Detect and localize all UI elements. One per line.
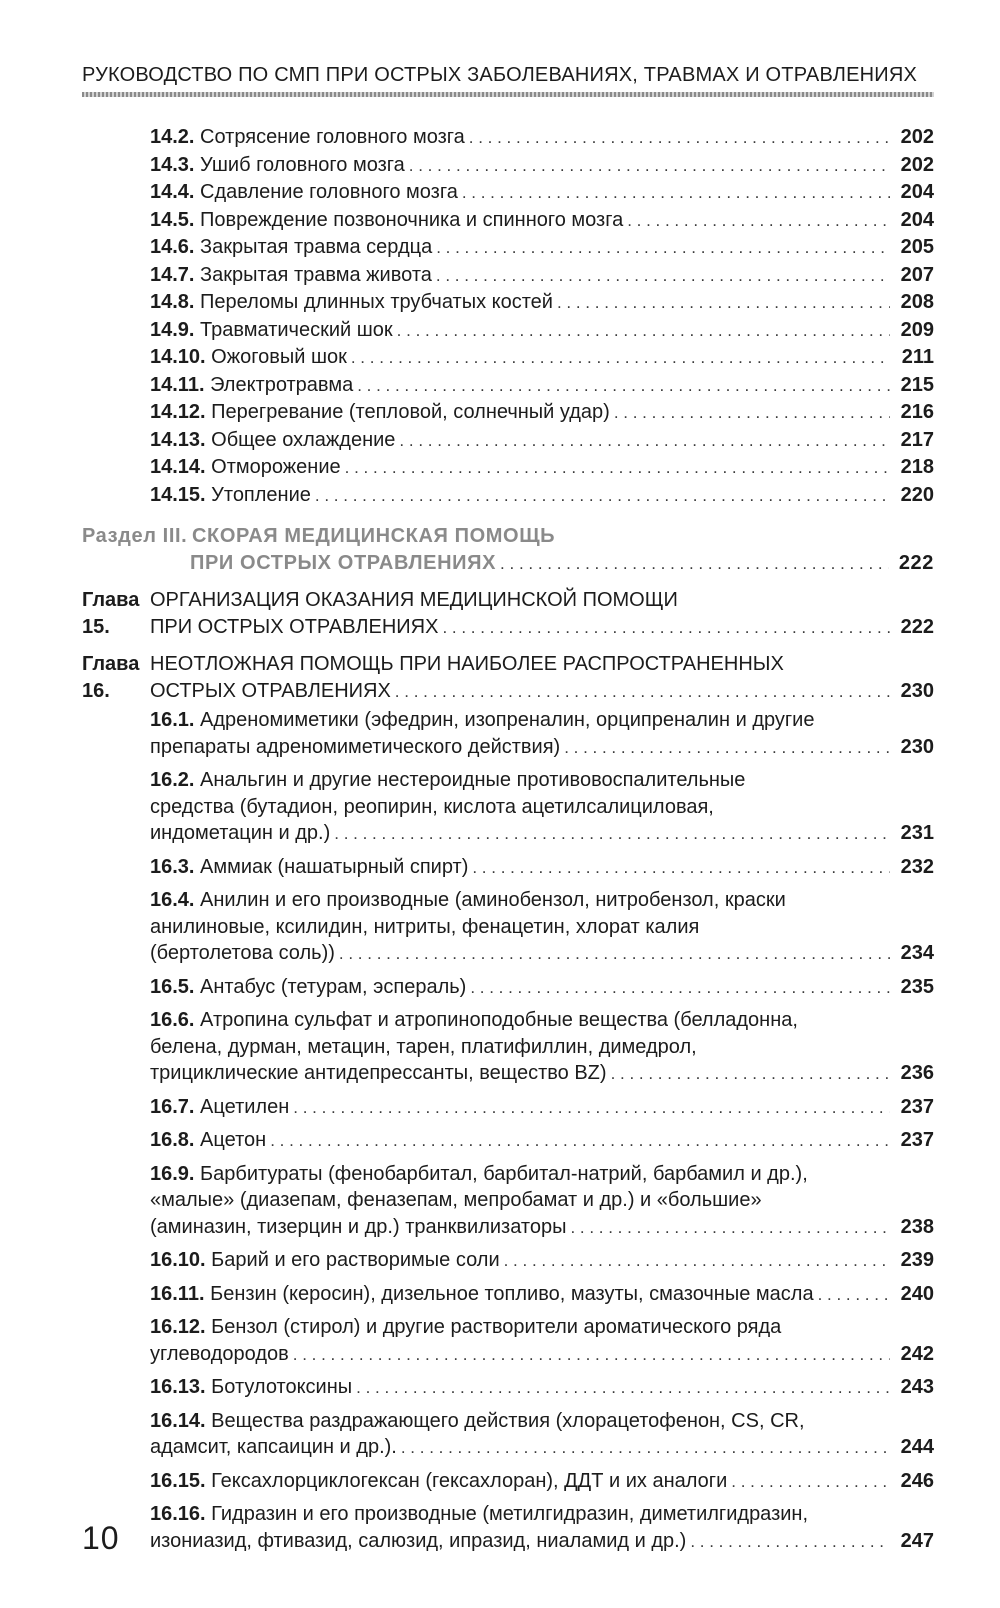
page-number: 10 (82, 1520, 120, 1556)
entry-number: 16.14. (150, 1409, 206, 1432)
page-ref: 218 (900, 456, 934, 478)
chapter-prefix: Глава 16. (82, 653, 140, 702)
page-ref: 209 (900, 318, 934, 341)
toc-entry[interactable] (82, 974, 934, 1002)
page-ref: 238 (900, 1215, 934, 1238)
dot-leader (818, 1282, 890, 1309)
entry-title: Перегревание (тепловой, солнечный удар) (211, 401, 610, 423)
entry-number: 16.8. (150, 1129, 195, 1151)
dot-leader (564, 735, 890, 762)
dot-leader (557, 290, 890, 317)
dot-leader (345, 455, 890, 482)
entry-title: препараты адреномиметического действия) (150, 735, 561, 758)
entry-title: Ботулотоксины (211, 1376, 353, 1398)
entry-title: (бертолетова соль)) (150, 942, 335, 964)
dot-leader (334, 821, 890, 848)
dot-leader (570, 1215, 890, 1242)
entry-title: адамсит, капсаицин и др.). (150, 1436, 397, 1458)
entry-title: средства (бутадион, реопирин, кислота ацетилсалициловая, (150, 795, 714, 818)
dot-leader (293, 1095, 890, 1122)
entry-title: Адреномиметики (эфедрин, изопреналин, орципреналин и другие (200, 709, 815, 731)
page-ref: 234 (900, 942, 934, 964)
entry-title: Ушиб головного мозга (200, 153, 405, 176)
dot-leader (472, 855, 890, 882)
dot-leader (395, 679, 890, 706)
dot-leader (357, 373, 890, 400)
entry-number: 16.3. (150, 855, 195, 878)
dot-leader (504, 1248, 890, 1275)
page-ref: 217 (900, 428, 934, 451)
toc-entry[interactable] (82, 707, 934, 761)
toc-entry[interactable] (82, 372, 934, 400)
chapter-title-line: НЕОТЛОЖНАЯ ПОМОЩЬ ПРИ НАИБОЛЕЕ РАСПРОСТРАНЕННЫХ (150, 653, 784, 675)
toc-section-3[interactable] (82, 523, 934, 577)
entry-title: трициклические антидепрессанты, вещество BZ) (150, 1062, 607, 1084)
entry-title: Закрытая травма живота (200, 263, 432, 286)
dot-leader (436, 235, 890, 262)
entry-number: 14.8. (150, 291, 195, 313)
toc-entry[interactable] (82, 1501, 934, 1555)
toc-entry[interactable] (82, 289, 934, 317)
page-ref: 247 (900, 1529, 934, 1552)
toc-entry[interactable] (82, 344, 934, 372)
toc-entry[interactable] (82, 1468, 934, 1496)
toc-entry[interactable] (82, 1161, 934, 1242)
entry-number: 14.13. (150, 428, 206, 451)
dot-leader (399, 428, 890, 455)
toc-entry[interactable] (82, 1094, 934, 1122)
toc-entry[interactable] (82, 207, 934, 235)
chapter-title-line: ПРИ ОСТРЫХ ОТРАВЛЕНИЯХ (150, 615, 439, 638)
page-ref: 204 (900, 208, 934, 231)
entry-number: 16.15. (150, 1469, 206, 1492)
section-prefix: Раздел III. (82, 525, 188, 547)
dot-leader (470, 975, 890, 1002)
dot-leader (462, 180, 890, 207)
entry-title: Барбитураты (фенобарбитал, барбитал-натрий, барбамил и др.), (200, 1162, 808, 1185)
entry-number: 16.11. (150, 1282, 205, 1305)
header-rule (82, 92, 934, 97)
entry-number: 14.14. (150, 456, 206, 478)
page-ref: 232 (900, 855, 934, 878)
toc-entry[interactable] (82, 427, 934, 455)
page-ref: 231 (900, 822, 934, 844)
dot-leader (397, 318, 890, 345)
toc-entry[interactable] (82, 454, 934, 482)
page-ref: 208 (900, 291, 934, 313)
dot-leader (356, 1375, 890, 1402)
subsection-list-14 (82, 124, 934, 509)
page-ref: 230 (900, 735, 934, 758)
page-ref: 242 (900, 1342, 934, 1365)
toc-entry[interactable] (82, 1408, 934, 1462)
entry-title: Аммиак (нашатырный спирт) (200, 855, 469, 878)
page-ref: 215 (900, 373, 934, 396)
toc-entry[interactable] (82, 767, 934, 848)
dot-leader (436, 263, 890, 290)
entry-title: Отморожение (211, 456, 341, 478)
entry-title: Бензин (керосин), дизельное топливо, мазуты, смазочные масла (210, 1282, 814, 1305)
entry-number: 16.6. (150, 1009, 195, 1031)
page-ref: 237 (900, 1129, 934, 1151)
page-ref: 216 (900, 401, 934, 423)
toc-entry[interactable] (82, 179, 934, 207)
section-title-line: ПРИ ОСТРЫХ ОТРАВЛЕНИЯХ (190, 551, 497, 574)
entry-title: Гексахлорциклогексан (гексахлоран), ДДТ и их аналоги (211, 1469, 728, 1492)
page-ref: 235 (900, 975, 934, 998)
entry-number: 16.16. (150, 1503, 206, 1525)
running-header: РУКОВОДСТВО ПО СМП ПРИ ОСТРЫХ ЗАБОЛЕВАНИЯХ, ТРАВМАХ И ОТРАВЛЕНИЯХ (82, 64, 918, 86)
toc-entry[interactable] (82, 317, 934, 345)
entry-title: Общее охлаждение (211, 428, 396, 451)
page-ref: 244 (900, 1436, 934, 1458)
entry-title: Закрытая травма сердца (200, 236, 433, 258)
entry-number: 16.7. (150, 1095, 195, 1118)
toc-entry[interactable] (82, 152, 934, 180)
entry-number: 14.7. (150, 263, 195, 286)
entry-number: 14.12. (150, 401, 206, 423)
entry-title: углеводородов (150, 1342, 289, 1365)
entry-title: изониазид, фтивазид, салюзид, ипразид, ниаламид и др.) (150, 1529, 687, 1552)
entry-number: 14.9. (150, 318, 195, 341)
toc-entry[interactable] (82, 124, 934, 152)
entry-number: 16.9. (150, 1162, 195, 1185)
entry-number: 14.5. (150, 208, 195, 231)
dot-leader (690, 1529, 890, 1556)
toc-entry[interactable] (82, 1247, 934, 1275)
page-ref: 202 (900, 153, 934, 176)
dot-leader (627, 208, 890, 235)
dot-leader (270, 1128, 890, 1155)
page-ref: 230 (900, 679, 934, 702)
entry-title: Антабус (тетурам, эспераль) (200, 975, 467, 998)
page-ref: 204 (900, 181, 934, 203)
entry-number: 14.4. (150, 181, 195, 203)
dot-leader (351, 345, 890, 372)
dot-leader (315, 483, 890, 510)
section-title-line: СКОРАЯ МЕДИЦИНСКАЯ ПОМОЩЬ (192, 525, 556, 547)
dot-leader (500, 551, 889, 578)
dot-leader (611, 1061, 890, 1088)
entry-title: индометацин и др.) (150, 822, 331, 844)
page-ref: 243 (900, 1376, 934, 1398)
dot-leader (401, 1435, 890, 1462)
entry-number: 14.3. (150, 153, 195, 176)
entry-title: Бензол (стирол) и другие растворители ароматического ряда (211, 1316, 782, 1338)
toc-entry[interactable] (82, 1314, 934, 1368)
entry-title: Переломы длинных трубчатых костей (200, 291, 553, 313)
entry-title: Электротравма (210, 373, 354, 396)
page-ref: 240 (900, 1282, 934, 1305)
toc-entry[interactable] (82, 482, 934, 510)
dot-leader (409, 153, 890, 180)
toc-entry[interactable] (82, 887, 934, 968)
chapter-prefix: Глава 15. (82, 589, 140, 638)
entry-number: 14.10. (150, 346, 206, 368)
toc-entry[interactable] (82, 399, 934, 427)
entry-title: Барий и его растворимые соли (211, 1249, 500, 1271)
page-ref: 239 (900, 1249, 934, 1271)
page-ref: 202 (900, 126, 934, 148)
entry-title: Сотрясение головного мозга (200, 126, 465, 148)
dot-leader (469, 125, 890, 152)
entry-number: 14.15. (150, 483, 206, 506)
table-of-contents (82, 124, 934, 1555)
page-ref: 236 (900, 1062, 934, 1084)
dot-leader (731, 1469, 890, 1496)
subsection-list-16 (82, 707, 934, 1555)
page-ref: 220 (900, 483, 934, 506)
page-ref: 211 (901, 346, 934, 368)
dot-leader (339, 941, 890, 968)
entry-title: Гидразин и его производные (метилгидразин, диметилгидразин, (211, 1503, 809, 1525)
toc-entry[interactable] (82, 1127, 934, 1155)
entry-title: анилиновые, ксилидин, нитриты, фенацетин, хлорат калия (150, 915, 700, 938)
toc-entry[interactable] (82, 1281, 934, 1309)
toc-entry[interactable] (82, 262, 934, 290)
entry-number: 14.11. (150, 373, 205, 396)
entry-title: Атропина сульфат и атропиноподобные вещества (белладонна, (200, 1009, 798, 1031)
dot-leader (614, 400, 890, 427)
entry-title: Ожоговый шок (211, 346, 347, 368)
page-ref: 205 (900, 236, 934, 258)
entry-number: 16.10. (150, 1249, 206, 1271)
entry-title: «малые» (диазепам, феназепам, мепробамат и др.) и «большие» (150, 1189, 762, 1211)
entry-title: Анилин и его производные (аминобензол, нитробензол, краски (200, 889, 786, 911)
page-ref: 222 (900, 615, 934, 638)
toc-entry[interactable] (82, 1007, 934, 1088)
chapter-title-line: ОСТРЫХ ОТРАВЛЕНИЯХ (150, 679, 391, 702)
toc-entry[interactable] (82, 854, 934, 882)
entry-number: 14.2. (150, 126, 195, 148)
entry-title: Травматический шок (200, 318, 393, 341)
page-ref: 246 (900, 1469, 934, 1492)
entry-number: 16.2. (150, 769, 195, 791)
entry-title: Повреждение позвоночника и спинного мозга (200, 208, 624, 231)
chapter-title-line: ОРГАНИЗАЦИЯ ОКАЗАНИЯ МЕДИЦИНСКОЙ ПОМОЩИ (150, 589, 678, 611)
entry-title: белена, дурман, метацин, тарен, платифиллин, димедрол, (150, 1035, 697, 1058)
toc-chapter-15[interactable] (82, 587, 934, 641)
page-ref: 207 (900, 263, 934, 286)
entry-number: 16.12. (150, 1316, 206, 1338)
entry-number: 16.4. (150, 889, 195, 911)
toc-chapter-16[interactable] (82, 651, 934, 705)
entry-number: 16.13. (150, 1376, 206, 1398)
dot-leader (293, 1342, 890, 1369)
entry-number: 14.6. (150, 236, 195, 258)
page-ref: 237 (900, 1095, 934, 1118)
entry-number: 16.1. (150, 709, 195, 731)
page-ref: 222 (898, 551, 934, 574)
toc-entry[interactable] (82, 1374, 934, 1402)
entry-title: (аминазин, тизерцин и др.) транквилизаторы (150, 1215, 567, 1238)
entry-title: Вещества раздражающего действия (хлорацетофенон, CS, CR, (211, 1409, 805, 1432)
dot-leader (442, 615, 890, 642)
entry-title: Сдавление головного мозга (200, 181, 458, 203)
toc-entry[interactable] (82, 234, 934, 262)
entry-title: Анальгин и другие нестероидные противовоспалительные (200, 769, 746, 791)
entry-title: Ацетилен (200, 1095, 290, 1118)
entry-title: Утопление (211, 483, 311, 506)
entry-title: Ацетон (200, 1129, 267, 1151)
entry-number: 16.5. (150, 975, 195, 998)
